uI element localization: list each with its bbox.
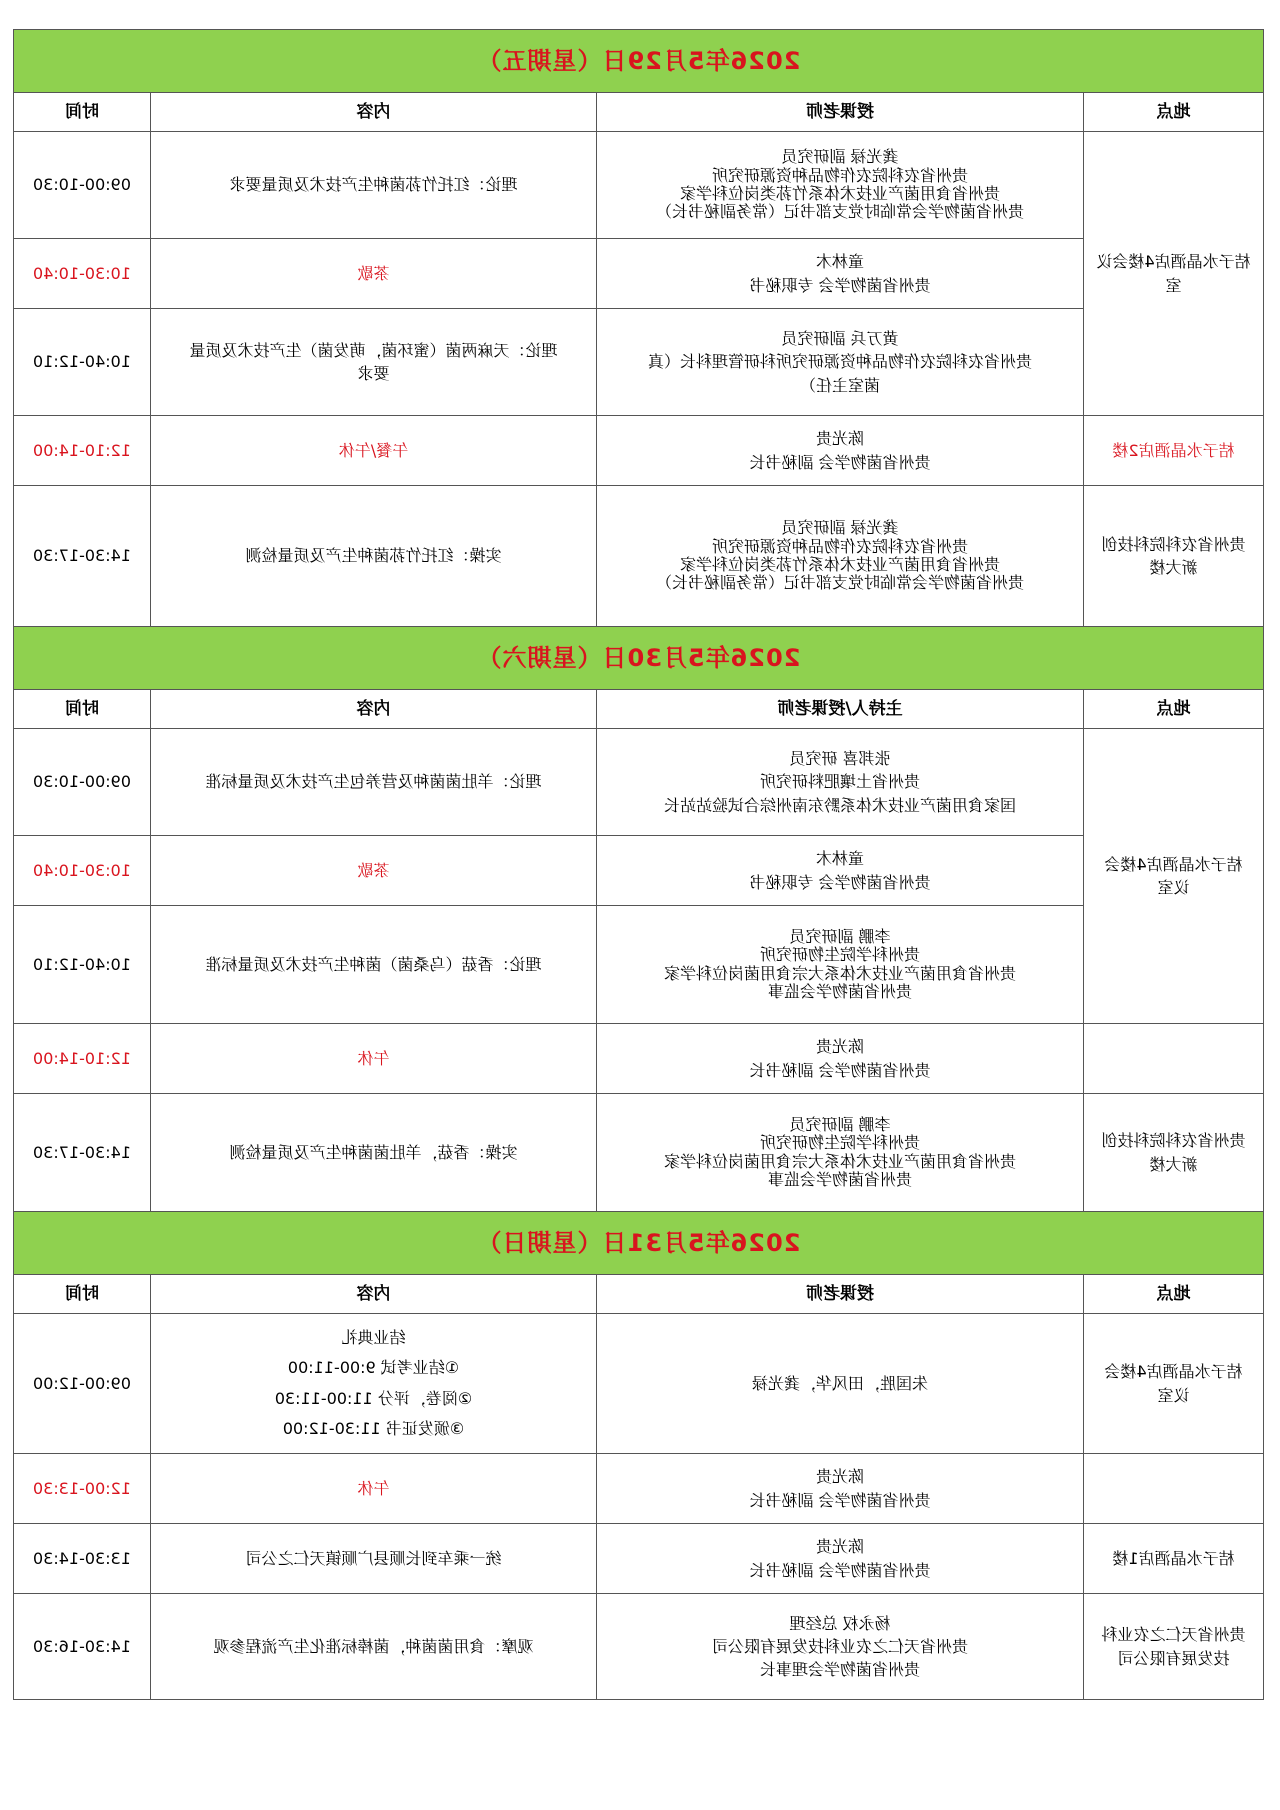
place-line: 贵州省天仁之农业科 bbox=[1101, 1625, 1246, 1645]
header-content: 内容 bbox=[151, 1275, 597, 1314]
place-cell bbox=[1084, 1094, 1264, 1212]
content-cell bbox=[151, 729, 597, 836]
day-title-row bbox=[13, 1212, 1263, 1275]
session-row bbox=[13, 239, 1263, 309]
place-cell bbox=[1084, 1454, 1264, 1524]
header-teacher: 授课老师 bbox=[597, 93, 1084, 132]
time-cell: 14:30-17:30 bbox=[13, 1094, 150, 1212]
teacher-line: 贵州省农科院农作物品种资源研究所科研管理科长（真 bbox=[648, 352, 1033, 372]
schedule-table bbox=[13, 29, 1264, 1700]
content-line: ①结业考试 9:00-11:00 bbox=[287, 1358, 460, 1378]
teacher-line: 陈光贵 bbox=[816, 1467, 865, 1487]
header-row bbox=[13, 1275, 1263, 1314]
teacher-cell bbox=[597, 906, 1084, 1024]
place-line: 桔子水晶酒店4楼会 bbox=[1104, 854, 1243, 874]
content-line: 观摩：食用菌菌种，菌棒标准化生产流程参观 bbox=[213, 1636, 534, 1656]
content-cell bbox=[151, 1094, 597, 1212]
content-cell bbox=[151, 1594, 597, 1700]
header-time: 时间 bbox=[13, 93, 150, 132]
content-line: 理论：羊肚菌菌种及营养包生产技术及质量标准 bbox=[205, 772, 542, 792]
content-cell bbox=[151, 1524, 597, 1594]
teacher-cell bbox=[597, 1094, 1084, 1212]
teacher-line: 菌室主任） bbox=[800, 375, 881, 395]
content-cell bbox=[151, 906, 597, 1024]
content-cell bbox=[151, 132, 597, 239]
teacher-cell bbox=[597, 836, 1084, 906]
day-title-row bbox=[13, 627, 1263, 690]
header-row bbox=[13, 690, 1263, 729]
teacher-cell bbox=[597, 416, 1084, 486]
place-cell bbox=[1084, 416, 1264, 486]
teacher-line: 龚光禄 副研究员 bbox=[781, 518, 899, 538]
time-cell: 12:00-13:30 bbox=[13, 1454, 150, 1524]
place-cell bbox=[1084, 1594, 1264, 1700]
header-place: 地点 bbox=[1084, 93, 1264, 132]
session-row bbox=[13, 1314, 1263, 1454]
session-row bbox=[13, 132, 1263, 239]
content-cell bbox=[151, 836, 597, 906]
header-content: 内容 bbox=[151, 93, 597, 132]
session-row bbox=[13, 1094, 1263, 1212]
content-line: 茶歇 bbox=[357, 860, 390, 880]
teacher-line: 童林木 bbox=[816, 849, 865, 869]
teacher-line: 贵州省菌物学会理事长 bbox=[760, 1660, 921, 1680]
teacher-line: 杨永权 总经理 bbox=[789, 1613, 891, 1633]
teacher-cell bbox=[597, 309, 1084, 416]
time-cell: 09:00-10:30 bbox=[13, 729, 150, 836]
teacher-line: 贵州省天仁之农业科技发展有限公司 bbox=[712, 1636, 969, 1656]
content-line: 午休 bbox=[357, 1478, 390, 1498]
teacher-line: 贵州省菌物学会监事 bbox=[768, 1169, 913, 1189]
teacher-cell bbox=[597, 1024, 1084, 1094]
place-cell bbox=[1084, 1024, 1264, 1094]
teacher-line: 贵州省菌物学会 副秘书长 bbox=[749, 1060, 931, 1080]
place-line: 新大楼 bbox=[1149, 1154, 1198, 1174]
session-row bbox=[13, 486, 1263, 627]
header-time: 时间 bbox=[13, 690, 150, 729]
teacher-line: 贵州省菌物学会常临时党支部书记（常务副秘书长） bbox=[656, 573, 1025, 593]
place-line: 贵州省农科院科技创 bbox=[1101, 1131, 1246, 1151]
header-time: 时间 bbox=[13, 1275, 150, 1314]
teacher-line: 陈光贵 bbox=[816, 1037, 865, 1057]
content-line: ③颁发证书 11:30-12:00 bbox=[282, 1418, 465, 1438]
teacher-cell bbox=[597, 239, 1084, 309]
time-cell: 14:30-16:30 bbox=[13, 1594, 150, 1700]
place-line: 技发展有限公司 bbox=[1117, 1648, 1230, 1668]
place-line: 议室 bbox=[1157, 1385, 1190, 1405]
session-row bbox=[13, 1524, 1263, 1594]
teacher-line: 贵州科学院生物研究所 bbox=[760, 945, 921, 965]
time-cell: 12:10-14:00 bbox=[13, 416, 150, 486]
place-line: 桔子水晶酒店4楼会 bbox=[1104, 1362, 1243, 1382]
content-line: 统一乘车到长顺县广顺镇天仁之公司 bbox=[245, 1548, 502, 1568]
teacher-line: 贵州省菌物学会 副秘书长 bbox=[749, 1490, 931, 1510]
teacher-cell bbox=[597, 1454, 1084, 1524]
content-cell bbox=[151, 486, 597, 627]
teacher-line: 贵州省菌物学会 专职秘书 bbox=[749, 872, 931, 892]
session-row bbox=[13, 729, 1263, 836]
content-cell bbox=[151, 239, 597, 309]
content-line: 实操：香菇，羊肚菌菌种生产及质量检测 bbox=[229, 1142, 518, 1162]
time-cell: 10:30-10:40 bbox=[13, 239, 150, 309]
place-cell bbox=[1084, 1314, 1264, 1454]
teacher-line: 黄万兵 副研究员 bbox=[781, 329, 899, 349]
teacher-cell bbox=[597, 1594, 1084, 1700]
header-teacher: 授课老师 bbox=[597, 1275, 1084, 1314]
session-row bbox=[13, 1454, 1263, 1524]
teacher-line: 李鹏 副研究员 bbox=[789, 1114, 891, 1134]
teacher-line: 朱国胜，田风华，龚光禄 bbox=[752, 1373, 929, 1393]
header-row bbox=[13, 93, 1263, 132]
content-cell bbox=[151, 1024, 597, 1094]
content-line: 午餐/午休 bbox=[338, 440, 409, 460]
content-cell bbox=[151, 309, 597, 416]
place-line: 新大楼 bbox=[1149, 558, 1198, 577]
day-title: 2026年5月30日（星期六） bbox=[13, 627, 1263, 690]
teacher-line: 龚光禄 副研究员 bbox=[781, 147, 899, 167]
place-line: 桔子水晶酒店2楼 bbox=[1112, 440, 1235, 460]
content-line: 结业典礼 bbox=[341, 1327, 406, 1347]
teacher-line: 贵州省食用菌产业技术体系竹荪类岗位科学家 bbox=[680, 555, 1001, 574]
teacher-cell bbox=[597, 1314, 1084, 1454]
time-cell: 10:40-12:10 bbox=[13, 906, 150, 1024]
teacher-cell bbox=[597, 486, 1084, 627]
place-cell bbox=[1084, 729, 1264, 1024]
day-title: 2026年5月31日（星期日） bbox=[13, 1212, 1263, 1275]
teacher-cell bbox=[597, 132, 1084, 239]
teacher-line: 贵州省菌物学会 专职秘书 bbox=[749, 275, 931, 295]
session-row bbox=[13, 906, 1263, 1024]
time-cell: 12:10-14:00 bbox=[13, 1024, 150, 1094]
header-place: 地点 bbox=[1084, 1275, 1264, 1314]
teacher-line: 贵州省农科院农作物品种资源研究所 bbox=[712, 165, 969, 185]
time-cell: 14:30-17:30 bbox=[13, 486, 150, 627]
session-row bbox=[13, 416, 1263, 486]
schedule-sheet bbox=[14, 29, 1264, 1700]
teacher-line: 陈光贵 bbox=[816, 429, 865, 449]
header-place: 地点 bbox=[1084, 690, 1264, 729]
session-row bbox=[13, 309, 1263, 416]
teacher-line: 陈光贵 bbox=[816, 1537, 865, 1557]
place-line: 桔子水晶酒店4楼会议 bbox=[1096, 252, 1251, 272]
teacher-line: 贵州省食用菌产业技术体系大宗食用菌岗位科学家 bbox=[664, 1151, 1017, 1171]
teacher-line: 张邦喜 研究员 bbox=[789, 749, 891, 769]
header-teacher: 主持人/授课老师 bbox=[597, 690, 1084, 729]
teacher-line: 贵州省食用菌产业技术体系大宗食用菌岗位科学家 bbox=[664, 963, 1017, 983]
time-cell: 09:00-12:00 bbox=[13, 1314, 150, 1454]
content-cell bbox=[151, 1454, 597, 1524]
time-cell: 09:00-10:30 bbox=[13, 132, 150, 239]
place-line: 桔子水晶酒店1楼 bbox=[1112, 1548, 1235, 1568]
teacher-line: 贵州科学院生物研究所 bbox=[760, 1133, 921, 1153]
session-row bbox=[13, 1594, 1263, 1700]
teacher-line: 贵州省菌物学会 副秘书长 bbox=[749, 1560, 931, 1580]
header-content: 内容 bbox=[151, 690, 597, 729]
teacher-line: 贵州省食用菌产业技术体系竹荪类岗位科学家 bbox=[680, 184, 1001, 203]
place-cell bbox=[1084, 132, 1264, 416]
content-cell bbox=[151, 416, 597, 486]
place-line: 贵州省农科院科技创 bbox=[1101, 534, 1246, 554]
content-line: 理论：天麻两菌（蜜环菌，萌发菌）生产技术及质量 bbox=[189, 340, 558, 360]
teacher-line: 贵州省土壤肥料研究所 bbox=[760, 772, 921, 792]
teacher-line: 贵州省菌物学会 副秘书长 bbox=[749, 452, 931, 472]
teacher-line: 贵州省菌物学会监事 bbox=[768, 981, 913, 1001]
content-line: 理论：香菇（乌桑菌）菌种生产技术及质量标准 bbox=[205, 954, 542, 974]
place-cell bbox=[1084, 1524, 1264, 1594]
teacher-line: 贵州省农科院农作物品种资源研究所 bbox=[712, 536, 969, 556]
teacher-cell bbox=[597, 729, 1084, 836]
day-title: 2026年5月29日（星期五） bbox=[13, 30, 1263, 93]
day-title-row bbox=[13, 30, 1263, 93]
teacher-line: 李鹏 副研究员 bbox=[789, 926, 891, 946]
place-line: 议室 bbox=[1157, 878, 1190, 897]
content-line: 茶歇 bbox=[357, 263, 390, 283]
time-cell: 10:40-12:10 bbox=[13, 309, 150, 416]
session-row bbox=[13, 836, 1263, 906]
teacher-line: 贵州省菌物学会常临时党支部书记（常务副秘书长） bbox=[656, 202, 1025, 222]
session-row bbox=[13, 1024, 1263, 1094]
content-line: ②阅卷，评分 11:00-11:30 bbox=[274, 1388, 473, 1408]
time-cell: 10:30-10:40 bbox=[13, 836, 150, 906]
time-cell: 13:30-14:30 bbox=[13, 1524, 150, 1594]
place-cell bbox=[1084, 486, 1264, 627]
teacher-line: 童林木 bbox=[816, 252, 865, 272]
teacher-line: 国家食用菌产业技术体系黔东南州综合试验站站长 bbox=[664, 795, 1017, 815]
content-line: 实操：红托竹荪菌种生产及质量检测 bbox=[245, 546, 502, 566]
content-line: 午休 bbox=[357, 1048, 390, 1068]
place-line: 室 bbox=[1165, 275, 1182, 295]
content-cell bbox=[151, 1314, 597, 1454]
teacher-cell bbox=[597, 1524, 1084, 1594]
content-line: 要求 bbox=[357, 364, 390, 383]
content-line: 理论：红托竹荪菌种生产技术及质量要求 bbox=[229, 175, 518, 195]
